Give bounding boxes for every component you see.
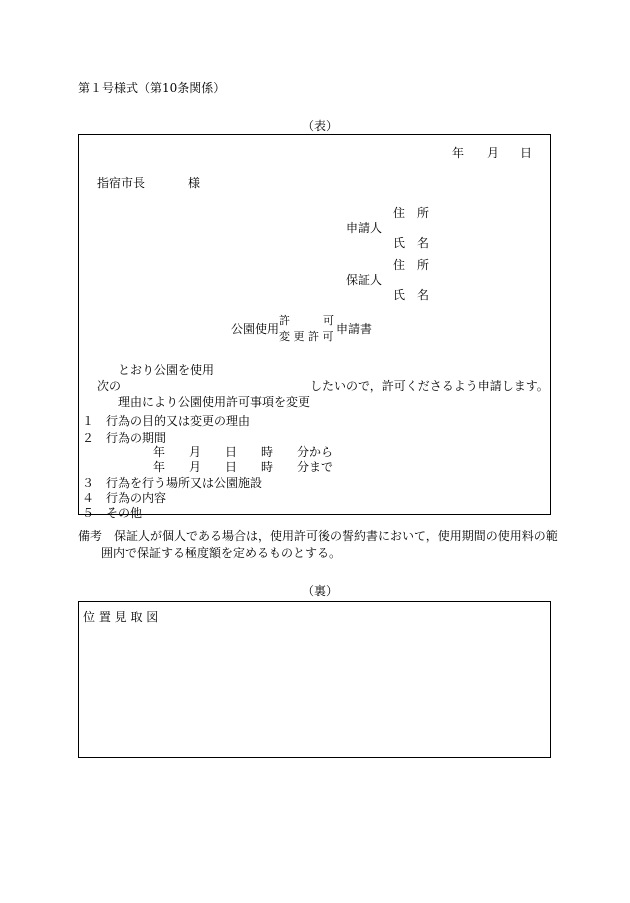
front-label: （表） — [302, 119, 339, 133]
period-from: 年 月 日 時 分から — [153, 445, 334, 459]
guarantor-name-label: 氏 名 — [393, 288, 430, 302]
body-option-use: とおり公園を使用 — [118, 363, 215, 377]
date-month: 月 — [487, 146, 500, 160]
period-to: 年 月 日 時 分まで — [153, 460, 334, 474]
title-prefix: 公園使用 — [231, 322, 280, 336]
body-end: したいので，許可くださるよう申請します。 — [310, 379, 549, 393]
title-option-permit: 許 可 — [279, 314, 334, 327]
addressee-honorific: 様 — [188, 176, 201, 190]
date-day: 日 — [520, 146, 533, 160]
applicant-address-label: 住 所 — [393, 206, 430, 220]
back-map-box — [78, 601, 551, 758]
item-2: ２ 行為の期間 — [82, 431, 167, 445]
remarks-line-2: 囲内で保証する極度額を定めるものとする。 — [101, 546, 342, 560]
date-year: 年 — [452, 146, 465, 160]
guarantor-label: 保証人 — [346, 273, 383, 287]
body-option-change: 理由により公園使用許可事項を変更 — [118, 395, 311, 409]
item-1: １ 行為の目的又は変更の理由 — [82, 414, 251, 428]
remarks-line-1: 備考 保証人が個人である場合は，使用許可後の誓約書において，使用期間の使用料の範 — [78, 529, 558, 543]
applicant-label: 申請人 — [346, 221, 383, 235]
addressee-name: 指宿市長 — [97, 176, 146, 190]
item-5: ５ その他 — [82, 506, 143, 520]
form-number: 第１号様式（第10条関係） — [78, 81, 226, 95]
title-suffix: 申請書 — [336, 322, 373, 336]
body-start: 次の — [97, 379, 122, 393]
back-label: （裏） — [302, 584, 339, 598]
item-3: ３ 行為を行う場所又は公園施設 — [82, 476, 263, 490]
applicant-name-label: 氏 名 — [393, 236, 430, 250]
map-label: 位 置 見 取 図 — [83, 610, 159, 624]
item-4: ４ 行為の内容 — [82, 491, 167, 505]
title-option-change-permit: 変 更 許 可 — [279, 330, 334, 343]
guarantor-address-label: 住 所 — [393, 258, 430, 272]
